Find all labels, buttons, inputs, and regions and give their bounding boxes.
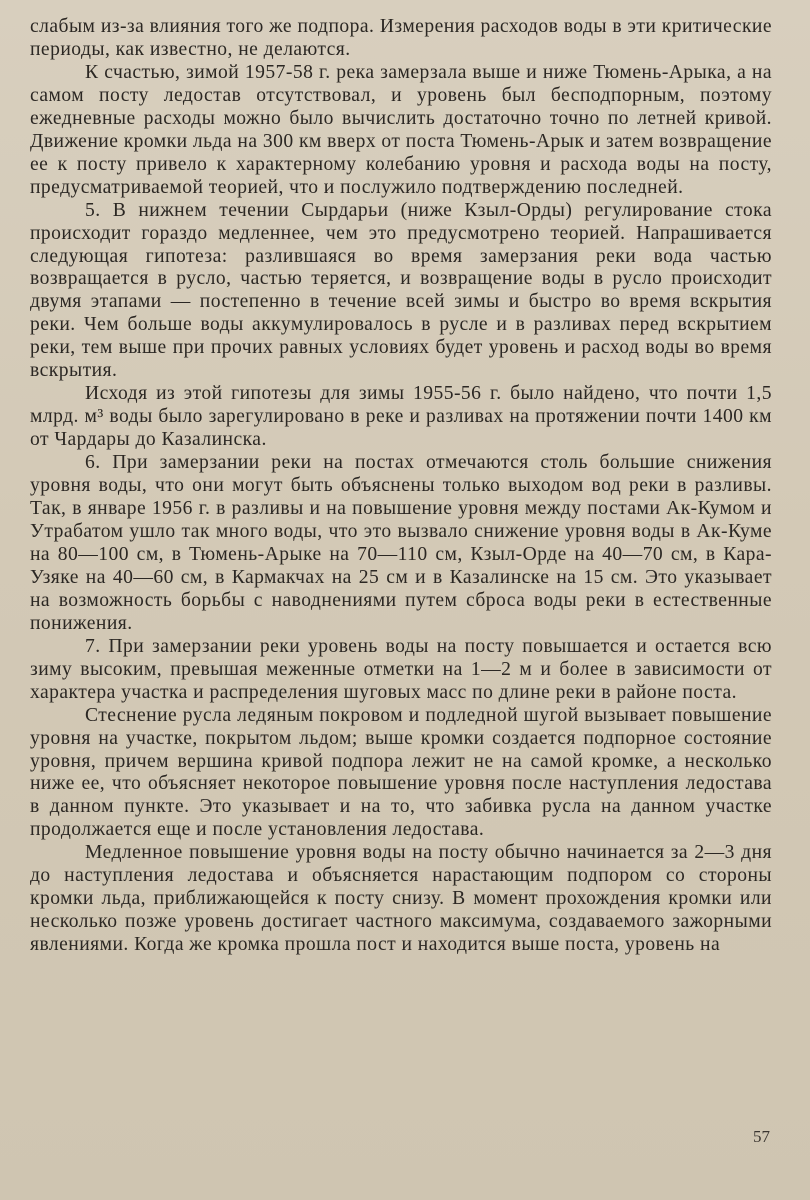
- paragraph-point-7: 7. При замерзании реки уровень воды на посту повышается и остается всю зиму высоким, превышая меженные отметки на 1—2 м и более в зависимости от характера участка и распределения шуговых масс по длине реки в районе поста.: [30, 635, 772, 703]
- paragraph-hypothesis-result: Исходя из этой гипотезы для зимы 1955-56 г. было найдено, что почти 1,5 млрд. м³ воды было зарегулировано в реке и разливах на протяжении почти 1400 км от Чардары до Казалинска.: [30, 383, 772, 451]
- paragraph-continuation: слабым из-за влияния того же подпора. Измерения расходов воды в эти критические периоды, как известно, не делаются.: [30, 16, 772, 60]
- page-number: 57: [753, 1127, 770, 1146]
- paragraph-ice-cover: Стеснение русла ледяным покровом и подледной шугой вызывает повышение уровня на участке, покрытом льдом; выше кромки создается подпорное состояние уровня, причем вершина кривой подпора лежит не на самой кромке, а несколько ниже ее, что объясняет некоторое повышение уровня после наступления ледостава в данном пункте. Это указывает и на то, что забивка русла на данном участке продолжается еще и после установления ледостава.: [30, 704, 772, 841]
- paragraph-point-6: 6. При замерзании реки на постах отмечаются столь большие снижения уровня воды, что они могут быть объяснены только выходом вод реки в разливы. Так, в январе 1956 г. в разливы и на повышение уровня между постами Ак-Кумом и Утрабатом ушло так много воды, что это вызвало снижение уровня воды в Ак-Куме на 80—100 см, в Тюмень-Арыке на 70—110 см, Кзыл-Орде на 40—70 см, в Кара-Узяке на 40—60 см, в Кармакчах на 25 см и в Казалинске на 15 см. Это указывает на возможность борьбы с наводнениями путем сброса воды реки в естественные понижения.: [30, 452, 772, 634]
- paragraph-slow-rise: Медленное повышение уровня воды на посту обычно начинается за 2—3 дня до наступления ледостава и объясняется нарастающим подпором со стороны кромки льда, приближающейся к посту снизу. В момент прохождения кромки или несколько позже уровень достигает частного максимума, создаваемого зажорными явлениями. Когда же кромка прошла пост и находится выше поста, уровень на: [30, 842, 772, 956]
- page-text: [30, 16, 772, 957]
- paragraph-point-5: 5. В нижнем течении Сырдарьи (ниже Кзыл-Орды) регулирование стока происходит гораздо медленнее, чем это предусмотрено теорией. Напрашивается следующая гипотеза: разлившаяся во время замерзания реки вода частью возвращается в русло, частью теряется, и возвращение воды в русло происходит двумя этапами — постепенно в течение всей зимы и быстро во время вскрытия реки. Чем больше воды аккумулировалось в русле и в разливах перед вскрытием реки, тем выше при прочих равных условиях будет уровень и расход воды во время вскрытия.: [30, 199, 772, 382]
- paragraph-winter-1957: К счастью, зимой 1957-58 г. река замерзала выше и ниже Тюмень-Арыка, а на самом посту ледостав отсутствовал, и уровень был бесподпорным, поэтому ежедневные расходы можно было вычислить достаточно точно по летней кривой. Движение кромки льда на 300 км вверх от поста Тюмень-Арык и затем возвращение ее к посту привело к характерному колебанию уровня и расхода воды на посту, предусматриваемой теорией, что и послужило подтверждению последней.: [30, 61, 772, 198]
